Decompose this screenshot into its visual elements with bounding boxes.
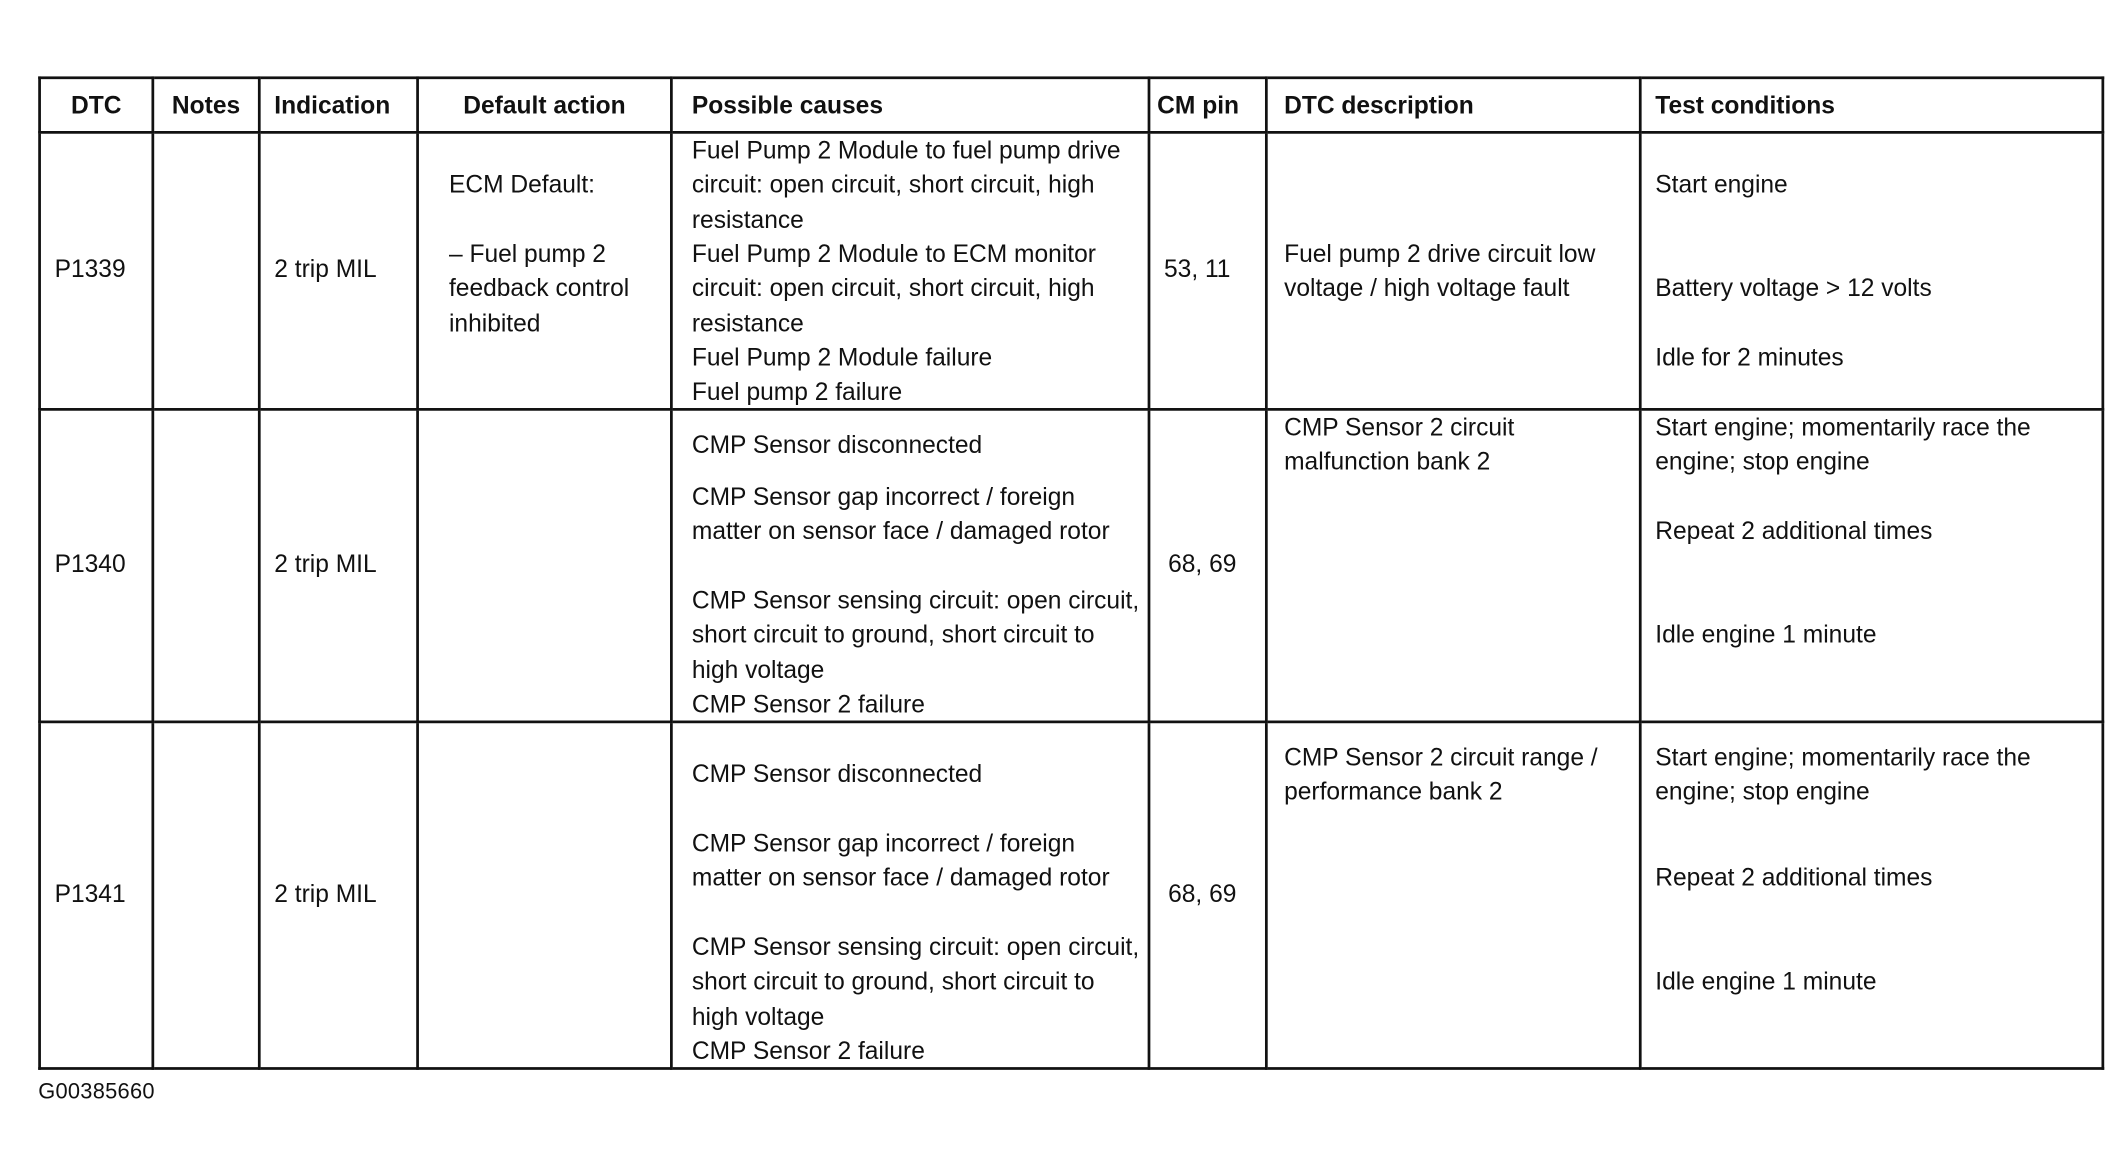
possible-cause: Fuel Pump 2 Module to ECM monitor circuit: open circuit, short circuit, high resistance — [691, 240, 1096, 337]
test-condition: Repeat 2 additional times — [1655, 863, 1933, 892]
cell-test-conditions — [1640, 132, 2103, 409]
cell-notes — [153, 132, 259, 409]
possible-cause: CMP Sensor 2 failure — [691, 1037, 925, 1065]
test-condition: Idle engine 1 minute — [1655, 620, 1877, 649]
possible-cause: Fuel pump 2 failure — [691, 377, 903, 406]
header-dtc-description: DTC description — [1266, 78, 1640, 133]
dtc-description-text: CMP Sensor 2 circuit malfunction bank 2 — [1284, 413, 1515, 476]
indication-text: 2 trip MIL — [274, 255, 377, 283]
header-cm-pin: CM pin — [1149, 78, 1266, 133]
figure-id: G00385660 — [38, 1080, 155, 1104]
test-condition: Start engine; momentarily race the engine; stop engine — [1655, 413, 2031, 476]
cell-indication — [259, 722, 417, 1069]
header-dtc: DTC — [40, 78, 153, 133]
test-condition: Battery voltage > 12 volts — [1655, 274, 1932, 302]
header-possible-causes: Possible causes — [671, 78, 1149, 133]
dtc-code: P1340 — [54, 549, 126, 578]
table-header-row — [40, 78, 2103, 133]
cm-pin-text: 68, 69 — [1168, 880, 1237, 908]
test-condition: Repeat 2 additional times — [1655, 517, 1933, 545]
possible-cause: CMP Sensor 2 failure — [691, 690, 925, 718]
cell-possible-causes — [671, 132, 1149, 409]
table-row — [40, 722, 2103, 1069]
header-notes: Notes — [153, 78, 259, 133]
cell-dtc — [40, 132, 153, 409]
dtc-table — [38, 76, 2104, 1069]
possible-cause: CMP Sensor disconnected — [691, 431, 983, 459]
possible-cause: Fuel Pump 2 Module to fuel pump drive circuit: open circuit, short circuit, high resistance — [691, 136, 1121, 234]
dtc-description-text: Fuel pump 2 drive circuit low voltage / high voltage fault — [1284, 240, 1596, 303]
header-indication: Indication — [259, 78, 417, 133]
default-action-line: – Fuel pump 2 feedback control inhibited — [448, 240, 630, 337]
indication-text: 2 trip MIL — [274, 880, 377, 908]
possible-cause: CMP Sensor sensing circuit: open circuit, short circuit to ground, short circuit to high voltage — [691, 586, 1140, 684]
cell-indication — [259, 409, 417, 721]
cell-possible-causes — [671, 409, 1149, 721]
cell-cm-pin — [1149, 409, 1266, 721]
cell-test-conditions — [1640, 722, 2103, 1069]
dtc-code: P1339 — [54, 255, 126, 283]
cell-test-conditions — [1640, 409, 2103, 721]
possible-cause: CMP Sensor gap incorrect / foreign matter on sensor face / damaged rotor — [691, 829, 1110, 892]
possible-cause: CMP Sensor gap incorrect / foreign matter on sensor face / damaged rotor — [691, 483, 1110, 546]
test-condition: Start engine — [1655, 170, 1788, 198]
possible-cause: CMP Sensor sensing circuit: open circuit, short circuit to ground, short circuit to high voltage — [691, 933, 1140, 1031]
cell-default-action — [418, 722, 672, 1069]
cell-indication — [259, 132, 417, 409]
cell-default-action — [418, 409, 672, 721]
possible-cause: Fuel Pump 2 Module failure — [691, 343, 993, 372]
cm-pin-text: 68, 69 — [1168, 549, 1237, 578]
cell-dtc — [40, 409, 153, 721]
cell-dtc-description — [1266, 409, 1640, 721]
possible-cause: CMP Sensor disconnected — [691, 760, 983, 788]
table-row — [40, 409, 2103, 721]
cell-notes — [153, 722, 259, 1069]
table-row — [40, 132, 2103, 409]
cell-notes — [153, 409, 259, 721]
dtc-description-text: CMP Sensor 2 circuit range / performance bank 2 — [1284, 743, 1598, 806]
test-condition: Idle engine 1 minute — [1655, 967, 1877, 995]
cell-default-action — [418, 132, 672, 409]
test-condition: Idle for 2 minutes — [1655, 343, 1844, 372]
header-default-action: Default action — [418, 78, 672, 133]
default-action-line: ECM Default: — [448, 170, 596, 198]
cell-dtc-description — [1266, 132, 1640, 409]
cm-pin-text: 53, 11 — [1164, 255, 1231, 283]
cell-dtc — [40, 722, 153, 1069]
cell-possible-causes — [671, 722, 1149, 1069]
dtc-code: P1341 — [54, 880, 126, 908]
test-condition: Start engine; momentarily race the engine; stop engine — [1655, 743, 2031, 806]
cell-dtc-description — [1266, 722, 1640, 1069]
indication-text: 2 trip MIL — [274, 549, 377, 578]
cell-cm-pin — [1149, 722, 1266, 1069]
header-test-conditions: Test conditions — [1640, 78, 2103, 133]
cell-cm-pin — [1149, 132, 1266, 409]
